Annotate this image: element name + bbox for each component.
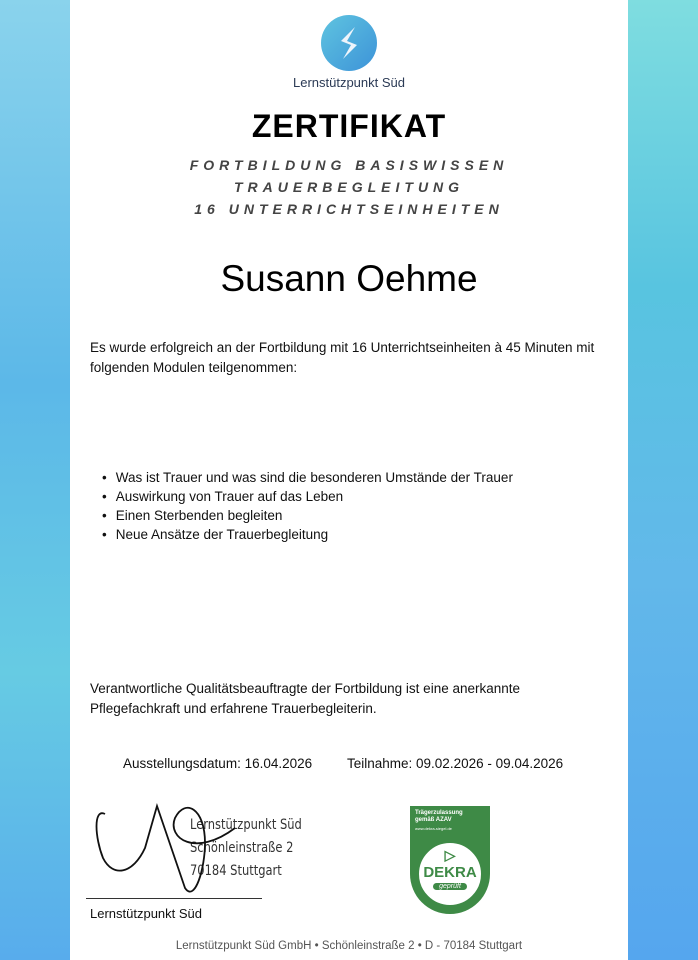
brand-name: Lernstützpunkt Süd <box>292 75 406 90</box>
seal-text: gemäß AZAV <box>415 817 452 823</box>
signature-line <box>86 898 262 899</box>
intro-text: Es wurde erfolgreich an der Fortbildung mit 16 Unterrichtseinheiten à 45 Minuten mit folgenden Modulen teilgenommen: <box>90 340 595 375</box>
dekra-seal <box>410 806 490 914</box>
subtitle-line: TRAUERBEGLEITUNG <box>233 179 465 195</box>
list-item: • Auswirkung von Trauer auf das Leben <box>102 487 513 506</box>
signature <box>85 798 265 903</box>
stamp-line: Schönleinstraße 2 <box>190 840 294 856</box>
logo-icon <box>321 15 377 71</box>
list-item: • Was ist Trauer und was sind die besonderen Umstände der Trauer <box>102 468 513 487</box>
signature-label: Lernstützpunkt Süd <box>90 906 203 921</box>
certificate-page <box>70 0 628 960</box>
list-item: • Neue Ansätze der Trauerbegleitung <box>102 525 513 544</box>
subtitle-line: 16 UNTERRICHTSEINHEITEN <box>194 201 504 217</box>
dekra-arrow-icon: ▷ <box>444 847 456 863</box>
background-left <box>0 0 70 960</box>
module-list <box>102 468 513 544</box>
recipient-name: Susann Oehme <box>220 258 478 299</box>
list-item: • Einen Sterbenden begleiten <box>102 506 513 525</box>
certificate-title: ZERTIFIKAT <box>251 108 447 144</box>
subtitle-line: FORTBILDUNG BASISWISSEN <box>189 157 509 173</box>
dekra-name: DEKRA <box>423 864 477 881</box>
stamp-line: Lernstützpunkt Süd <box>190 817 302 833</box>
issue-date: Ausstellungsdatum: 16.04.2026 <box>123 756 313 771</box>
seal-text: Trägerzulassung <box>415 810 463 816</box>
seal-url: www.dekra-siegel.de <box>415 826 452 831</box>
footer: Lernstützpunkt Süd GmbH • Schönleinstraße 2 • D - 70184 Stuttgart <box>175 940 523 952</box>
responsible-text: Verantwortliche Qualitätsbeauftragte der Fortbildung ist eine anerkannte Pflegefachkraft und erfahrene Trauerbegleiterin. <box>90 681 521 716</box>
seal-text: geprüft <box>433 883 467 890</box>
participation-dates: Teilnahme: 09.02.2026 - 09.04.2026 <box>347 756 564 771</box>
stamp-line: 70184 Stuttgart <box>190 863 282 879</box>
background-right <box>628 0 698 960</box>
